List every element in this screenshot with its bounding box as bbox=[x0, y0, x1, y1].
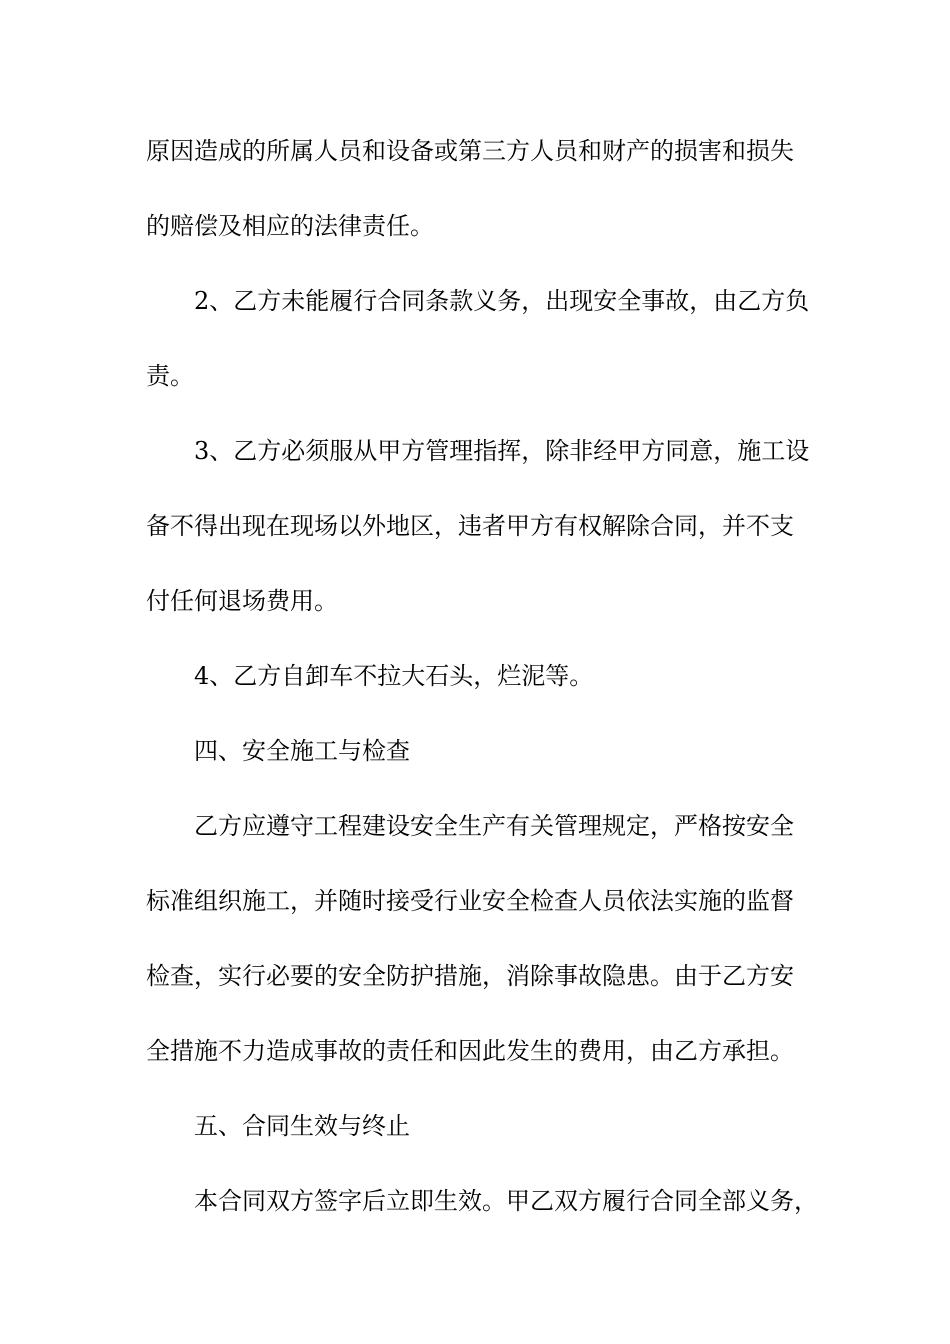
paragraph-line: 乙方应遵守工程建设安全生产有关管理规定，严格按安全 bbox=[194, 812, 794, 840]
paragraph-line: 原因造成的所属人员和设备或第三方人员和财产的损害和损失 bbox=[146, 137, 794, 165]
section-heading-safety: 四、安全施工与检查 bbox=[194, 737, 410, 765]
paragraph-line: 付任何退场费用。 bbox=[146, 587, 338, 615]
paragraph-line: 的赔偿及相应的法律责任。 bbox=[146, 212, 434, 240]
clause-2-line: 2、乙方未能履行合同条款义务，出现安全事故，由乙方负 bbox=[194, 287, 810, 315]
section-heading-effect: 五、合同生效与终止 bbox=[194, 1112, 410, 1140]
paragraph-line: 全措施不力造成事故的责任和因此发生的费用，由乙方承担。 bbox=[146, 1037, 794, 1065]
clause-4-line: 4、乙方自卸车不拉大石头，烂泥等。 bbox=[194, 662, 594, 690]
paragraph-line: 检查，实行必要的安全防护措施，消除事故隐患。由于乙方安 bbox=[146, 962, 794, 990]
paragraph-line: 本合同双方签字后立即生效。甲乙双方履行合同全部义务， bbox=[194, 1187, 818, 1215]
paragraph-line: 责。 bbox=[146, 362, 194, 390]
paragraph-line: 备不得出现在现场以外地区，违者甲方有权解除合同，并不支 bbox=[146, 512, 794, 540]
clause-3-line: 3、乙方必须服从甲方管理指挥，除非经甲方同意，施工设 bbox=[194, 437, 810, 465]
paragraph-line: 标准组织施工，并随时接受行业安全检查人员依法实施的监督 bbox=[146, 887, 794, 915]
